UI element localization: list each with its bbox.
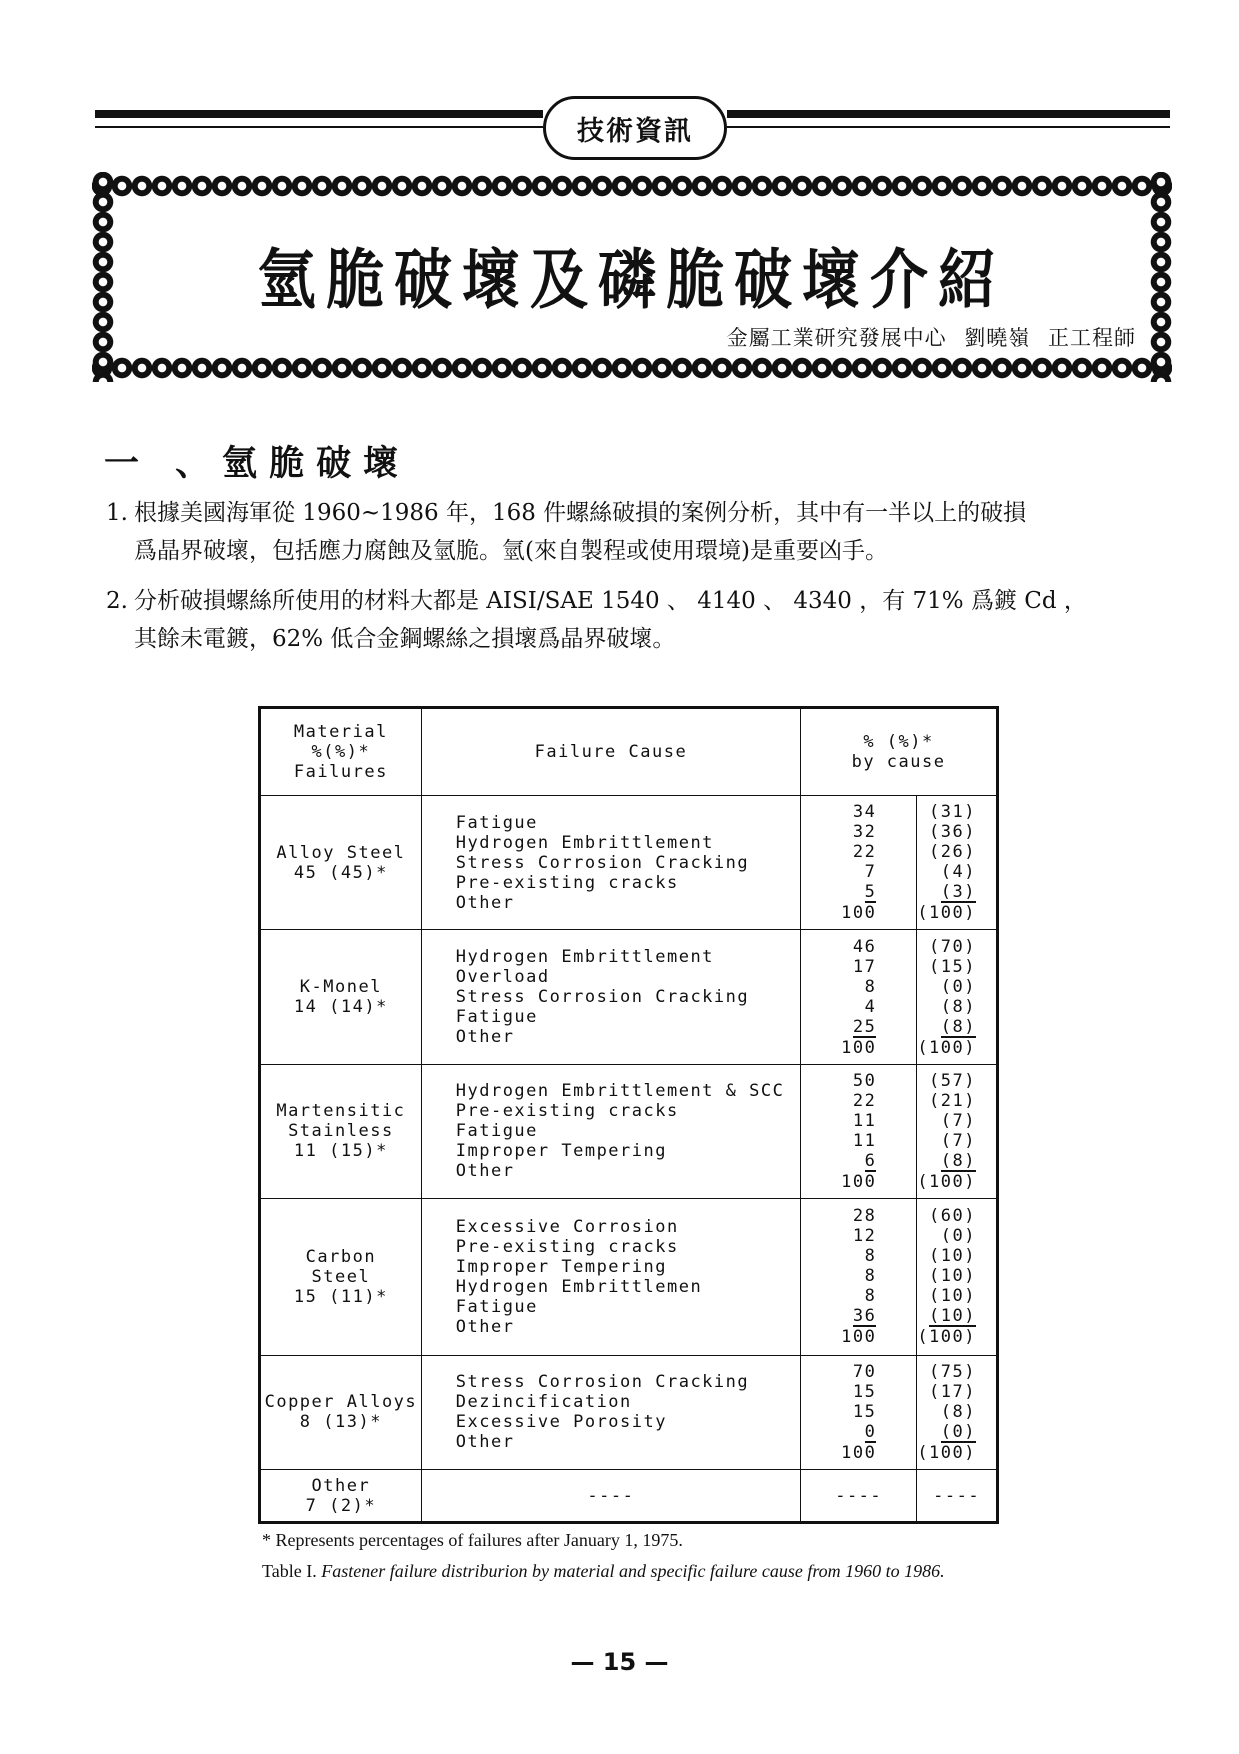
cell-text: 8 — [864, 1246, 877, 1267]
table-header-row — [260, 708, 998, 796]
cell-text: 11 (15)* — [293, 1141, 388, 1162]
cell-text: (100) — [917, 1442, 976, 1463]
cause-cell — [421, 930, 800, 1064]
cell-text: 12 — [852, 1226, 877, 1247]
header-text: % (%)* — [863, 732, 934, 753]
author-title: 正工程師 — [1048, 326, 1136, 350]
paragraph-line: 其餘未電鍍，62% 低合金鋼螺絲之損壞爲晶界破壞。 — [134, 626, 676, 652]
cell-text: (10) — [929, 1286, 976, 1307]
cell-text: Martensitic — [276, 1101, 406, 1122]
cell-text: Improper Tempering — [455, 1256, 667, 1277]
table-row — [260, 1064, 998, 1198]
cell-text: (4) — [940, 862, 976, 883]
cell-text: 4 — [864, 996, 877, 1017]
cell-text: (0) — [940, 1226, 976, 1247]
header-text: Material — [293, 722, 388, 743]
cell-text: 8 (13)* — [299, 1412, 382, 1433]
table-body — [260, 796, 998, 1523]
percent-since-1975-cell — [917, 1355, 998, 1470]
cell-text: Other — [455, 1316, 515, 1337]
paragraph-line: 爲晶界破壞，包括應力腐蝕及氫脆。氫(來自製程或使用環境)是重要凶手。 — [134, 538, 888, 564]
material-cell — [260, 1470, 422, 1523]
banner-rule-left — [95, 110, 543, 118]
cell-text: (75) — [929, 1361, 976, 1382]
cell-text: 50 — [852, 1070, 877, 1091]
cell-text: (7) — [940, 1110, 976, 1131]
author-name: 劉曉嶺 — [964, 326, 1031, 350]
table-footnote: * Represents percentages of failures after January 1, 1975. — [262, 1530, 683, 1550]
cell-text: (15) — [929, 956, 976, 977]
cell-text: Other — [455, 1432, 515, 1453]
percent-cell — [801, 796, 917, 930]
caption-text: Fastener failure distriburion by material and specific failure cause from 1960 to 1986. — [321, 1561, 945, 1581]
cell-text: Other — [311, 1475, 371, 1496]
cell-text: Hydrogen Embrittlemen — [455, 1276, 703, 1297]
material-cell — [260, 930, 422, 1064]
cell-text: 32 — [852, 822, 877, 843]
table-row — [260, 796, 998, 930]
article-title: 氫脆破壞及磷脆破壞介紹 — [257, 241, 1006, 318]
author-organization: 金屬工業研究發展中心 — [726, 326, 947, 350]
percent-cell — [801, 930, 917, 1064]
cell-text: (10) — [929, 1266, 976, 1287]
cell-text: 7 — [864, 862, 877, 883]
cell-text: (100) — [917, 1171, 976, 1192]
cell-text: 8 — [864, 1286, 877, 1307]
banner-rule-right — [727, 110, 1170, 118]
cell-text: (57) — [929, 1070, 976, 1091]
cell-text: 100 — [841, 1442, 877, 1463]
cell-text: (60) — [929, 1206, 976, 1227]
table-row — [260, 1355, 998, 1470]
author-line — [727, 322, 1136, 352]
table-row — [260, 930, 998, 1064]
cell-text: 15 — [852, 1401, 877, 1422]
percent-cell — [801, 1064, 917, 1198]
cell-text: Pre-existing cracks — [455, 1101, 679, 1122]
cell-text: Other — [455, 892, 515, 913]
cell-text: Alloy Steel — [276, 842, 406, 863]
paragraph-number: 1. — [106, 500, 128, 526]
cell-text: Pre-existing cracks — [455, 1236, 679, 1257]
failure-table — [258, 706, 999, 1524]
cell-text: Carbon — [305, 1246, 377, 1267]
material-cell — [260, 1355, 422, 1470]
cell-text: Hydrogen Embrittlement — [455, 832, 714, 853]
cell-text: 22 — [852, 842, 877, 863]
cell-text: Stress Corrosion Cracking — [455, 987, 750, 1008]
cell-text: ---- — [587, 1485, 635, 1506]
cell-text: (31) — [929, 802, 976, 823]
banner-rule-left-thin — [95, 126, 543, 128]
cell-text: (8) — [940, 1150, 976, 1171]
cell-text: (8) — [940, 996, 976, 1017]
material-cell — [260, 1199, 422, 1355]
frame-border-bottom — [92, 354, 1172, 382]
cause-cell — [421, 1470, 800, 1523]
cell-text: 6 — [864, 1150, 877, 1171]
cell-text: (17) — [929, 1381, 976, 1402]
cell-text: Fatigue — [455, 1007, 538, 1028]
cell-text: 100 — [841, 903, 877, 924]
percent-since-1975-cell — [917, 1064, 998, 1198]
cell-text: Stress Corrosion Cracking — [455, 1372, 750, 1393]
frame-border-top — [92, 172, 1172, 200]
cell-text: Improper Tempering — [455, 1141, 667, 1162]
cell-text: Overload — [455, 967, 550, 988]
caption-label: Table I. — [262, 1561, 317, 1581]
cell-text: 22 — [852, 1090, 877, 1111]
paragraph-2 — [106, 582, 1166, 658]
cell-text: ---- — [835, 1485, 883, 1506]
cell-text: (8) — [940, 1401, 976, 1422]
percent-since-1975-cell — [917, 796, 998, 930]
header-text: Failure Cause — [534, 742, 688, 763]
cell-text: 100 — [841, 1327, 877, 1348]
cell-text: K-Monel — [299, 977, 382, 998]
header-percent — [801, 708, 998, 796]
cell-text: (26) — [929, 842, 976, 863]
cell-text: 15 (11)* — [293, 1286, 388, 1307]
percent-since-1975-cell — [917, 930, 998, 1064]
percent-since-1975-cell — [917, 1199, 998, 1355]
percent-cell — [801, 1355, 917, 1470]
cell-text: 8 — [864, 1266, 877, 1287]
cell-text: 36 — [852, 1306, 877, 1327]
cell-text: 7 (2)* — [305, 1495, 377, 1516]
cell-text: (100) — [917, 1037, 976, 1058]
cell-text: 5 — [864, 882, 877, 903]
cell-text: 25 — [852, 1016, 877, 1037]
percent-cell — [801, 1470, 917, 1523]
page-number: — 15 — — [570, 1648, 669, 1676]
section-heading: 一 、氫脆破壞 — [104, 444, 411, 484]
cell-text: Stress Corrosion Cracking — [455, 852, 750, 873]
cell-text: (36) — [929, 822, 976, 843]
cell-text: Hydrogen Embrittlement — [455, 947, 714, 968]
header-text: %(%)* — [311, 742, 371, 763]
cell-text: (100) — [917, 1327, 976, 1348]
header-material — [260, 708, 422, 796]
cell-text: Hydrogen Embrittlement & SCC — [455, 1081, 785, 1102]
cell-text: (10) — [929, 1306, 976, 1327]
cell-text: (0) — [940, 1421, 976, 1442]
percent-since-1975-cell — [917, 1470, 998, 1523]
cell-text: 11 — [852, 1130, 877, 1151]
column-label: 技術資訊 — [543, 96, 727, 160]
table-row — [260, 1199, 998, 1355]
table-caption — [262, 1560, 1022, 1582]
cause-cell — [421, 1064, 800, 1198]
header-text: by cause — [851, 752, 946, 773]
cell-text: Dezincification — [455, 1392, 632, 1413]
paragraph-number: 2. — [106, 588, 128, 614]
cell-text: Steel — [311, 1266, 371, 1287]
cell-text: (70) — [929, 936, 976, 957]
cell-text: Copper Alloys — [264, 1392, 418, 1413]
cell-text: (8) — [940, 1016, 976, 1037]
title-frame — [92, 172, 1172, 382]
material-cell — [260, 1064, 422, 1198]
cell-text: Other — [455, 1161, 515, 1182]
cell-text: ---- — [933, 1485, 981, 1506]
cell-text: 28 — [852, 1206, 877, 1227]
column-banner — [95, 96, 1170, 168]
cell-text: 0 — [864, 1421, 877, 1442]
cell-text: Fatigue — [455, 1296, 538, 1317]
cause-cell — [421, 1355, 800, 1470]
cell-text: 15 — [852, 1381, 877, 1402]
cause-cell — [421, 1199, 800, 1355]
cell-text: 70 — [852, 1361, 877, 1382]
paragraph-1 — [106, 494, 1166, 570]
cell-text: (3) — [940, 882, 976, 903]
paragraph-line: 根據美國海軍從 1960~1986 年，168 件螺絲破損的案例分析，其中有一半以上的破損 — [134, 500, 1027, 526]
cell-text: 46 — [852, 936, 877, 957]
cell-text: Fatigue — [455, 812, 538, 833]
cell-text: 14 (14)* — [293, 997, 388, 1018]
cell-text: Excessive Corrosion — [455, 1216, 679, 1237]
material-cell — [260, 796, 422, 930]
cell-text: 45 (45)* — [293, 862, 388, 883]
cell-text: Fatigue — [455, 1121, 538, 1142]
cell-text: 34 — [852, 802, 877, 823]
cell-text: 11 — [852, 1110, 877, 1131]
table-row — [260, 1470, 998, 1523]
cell-text: 100 — [841, 1171, 877, 1192]
cell-text: Excessive Porosity — [455, 1412, 667, 1433]
cell-text: (0) — [940, 976, 976, 997]
cell-text: (100) — [917, 903, 976, 924]
cell-text: (7) — [940, 1130, 976, 1151]
paragraph-line: 分析破損螺絲所使用的材料大都是 AISI/SAE 1540 、 4140 、 4340 ，有 71% 爲鍍 Cd ， — [134, 588, 1087, 614]
cell-text: Other — [455, 1027, 515, 1048]
header-text: Failures — [293, 762, 388, 783]
cell-text: 100 — [841, 1037, 877, 1058]
cell-text: Stainless — [288, 1121, 394, 1142]
percent-cell — [801, 1199, 917, 1355]
cell-text: Pre-existing cracks — [455, 872, 679, 893]
header-cause — [421, 708, 800, 796]
banner-rule-right-thin — [727, 126, 1170, 128]
cell-text: 8 — [864, 976, 877, 997]
cell-text: 17 — [852, 956, 877, 977]
cause-cell — [421, 796, 800, 930]
cell-text: (21) — [929, 1090, 976, 1111]
cell-text: (10) — [929, 1246, 976, 1267]
